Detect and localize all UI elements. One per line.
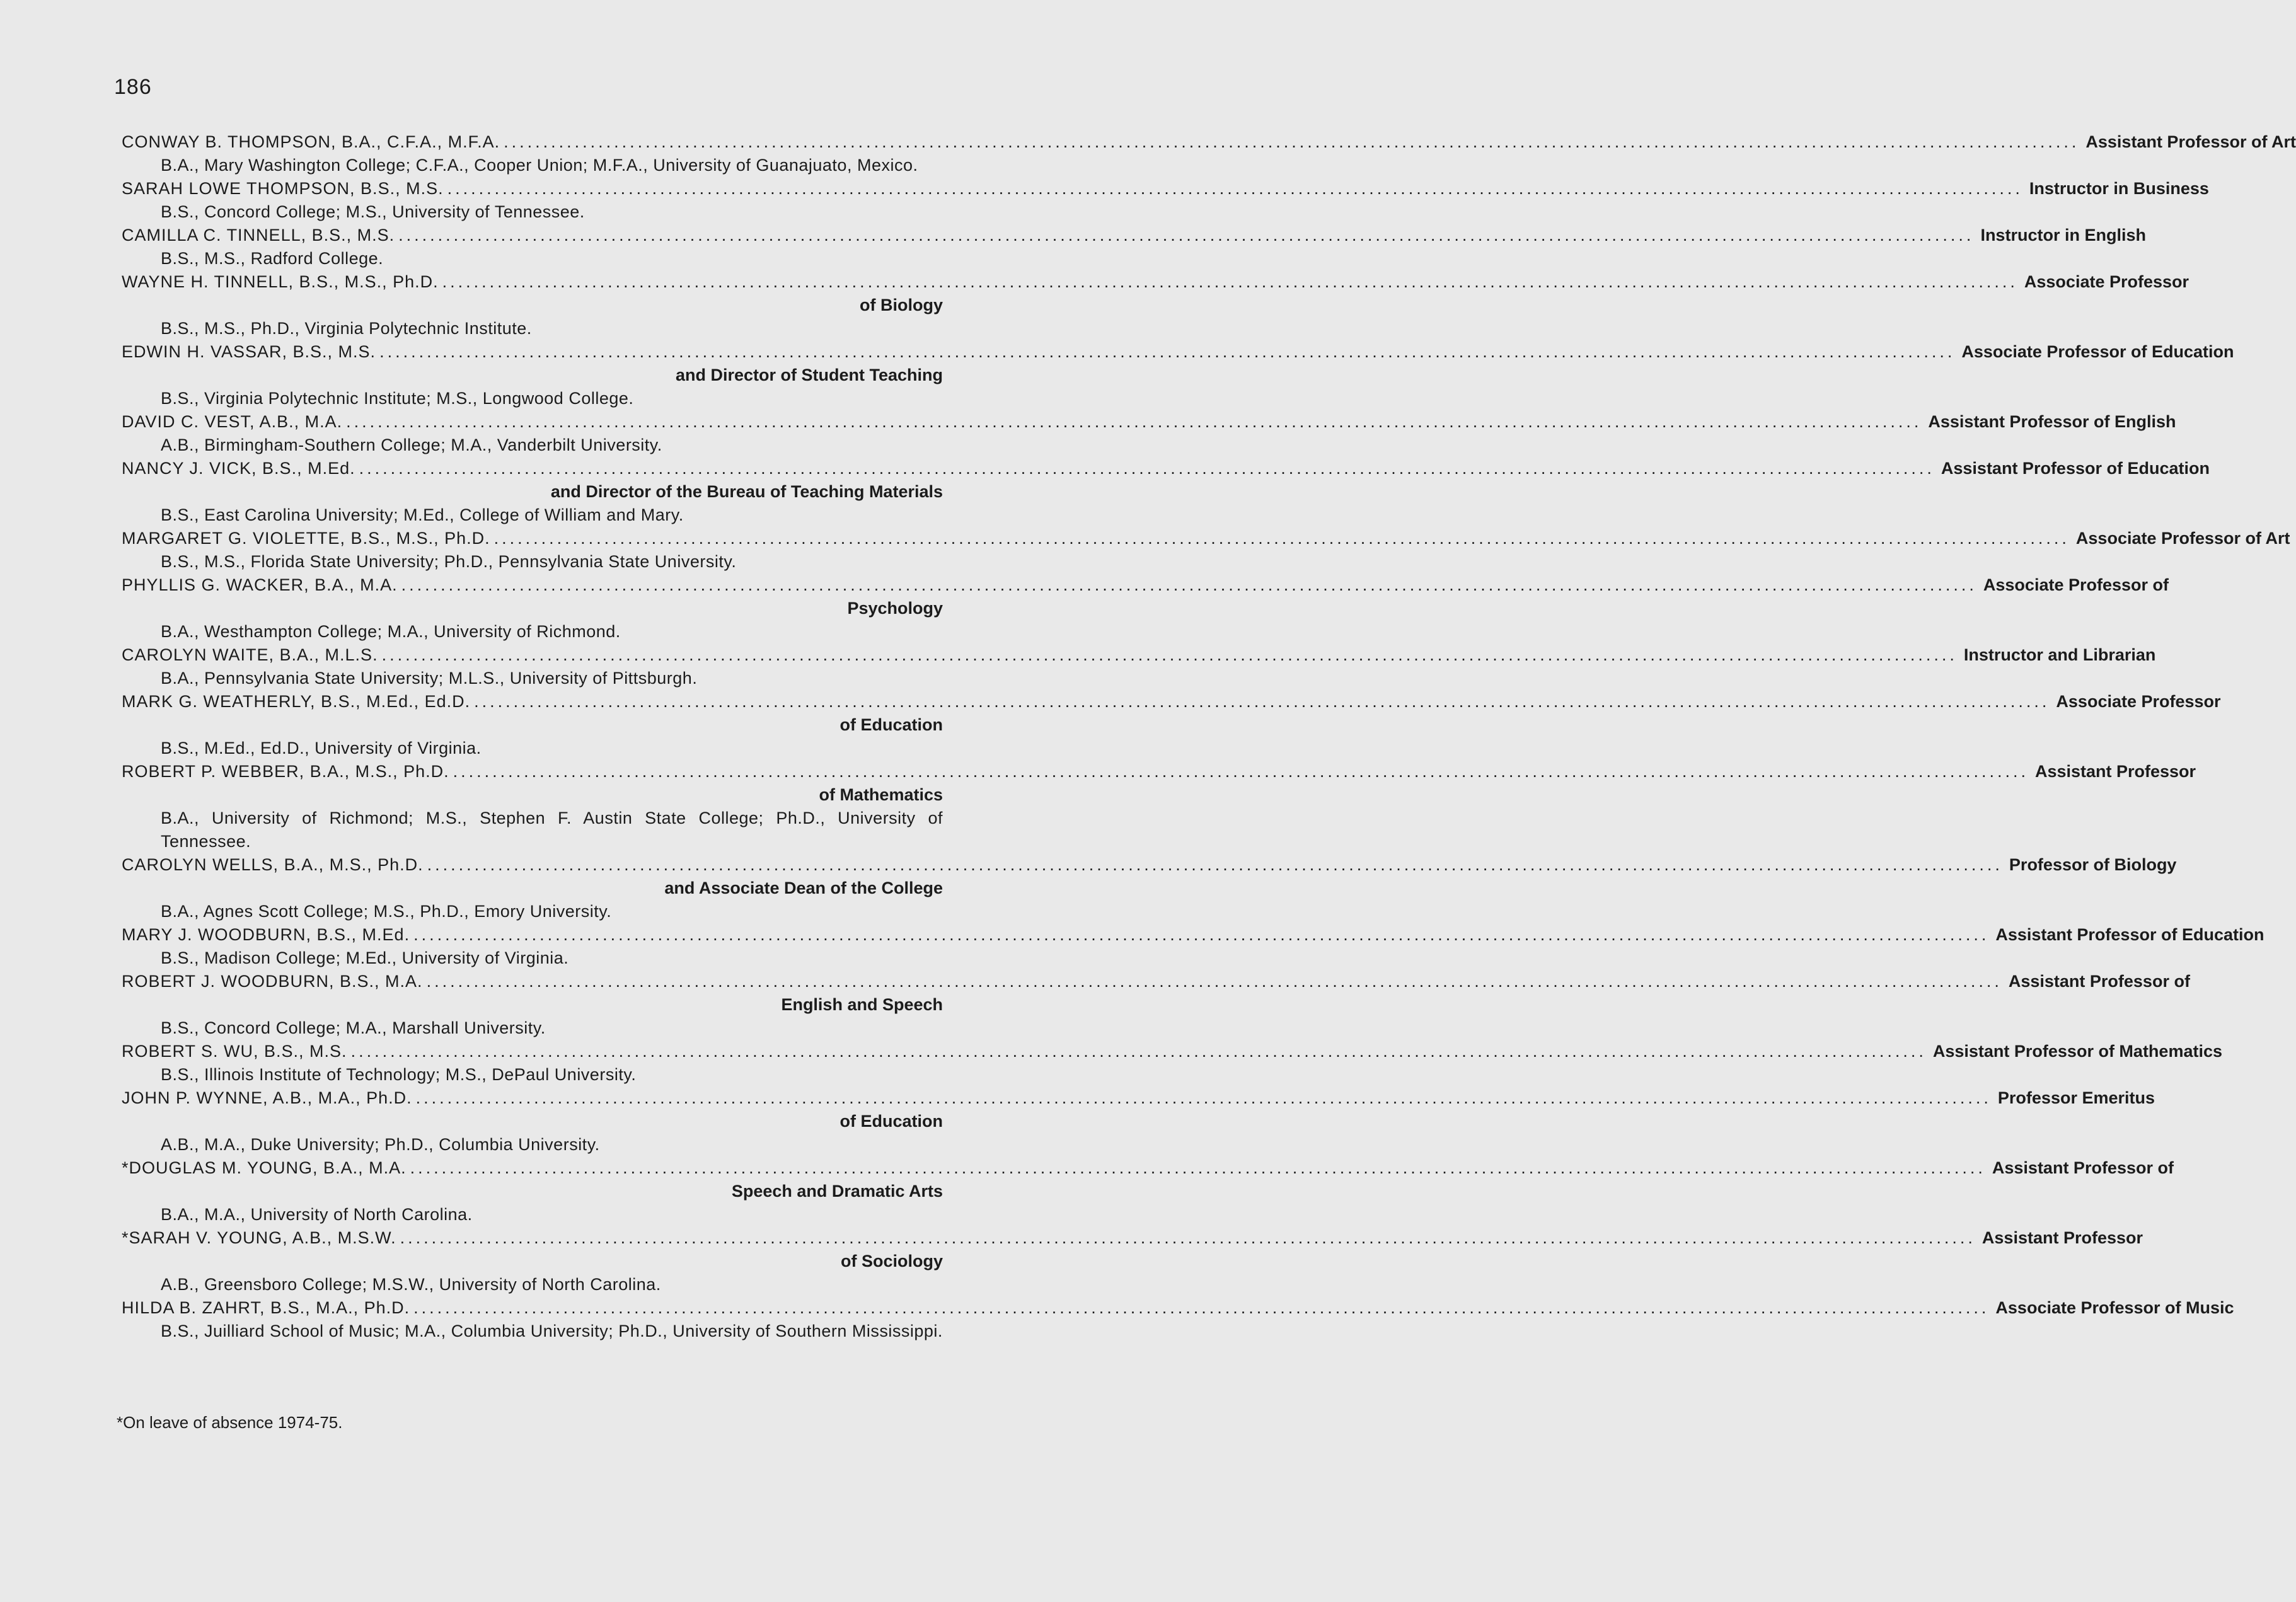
faculty-title-continued: of Sociology bbox=[841, 1252, 943, 1271]
faculty-entry bbox=[122, 224, 2146, 270]
faculty-entry-heading bbox=[122, 573, 2169, 597]
dot-leader: ........................................................................................................................................................................................................ bbox=[413, 925, 1990, 944]
faculty-entry bbox=[122, 177, 2209, 224]
faculty-entry-heading bbox=[122, 970, 2190, 993]
faculty-name: NANCY J. VICK, B.S., M.Ed. bbox=[122, 459, 355, 478]
faculty-degrees: B.S., Juilliard School of Music; M.A., Columbia University; Ph.D., University of Southern Mississippi. bbox=[161, 1322, 943, 1340]
faculty-entry bbox=[122, 270, 2189, 340]
faculty-name: MARK G. WEATHERLY, B.S., M.Ed., Ed.D. bbox=[122, 692, 471, 711]
faculty-degrees: A.B., M.A., Duke University; Ph.D., Columbia University. bbox=[161, 1135, 600, 1154]
faculty-title: Associate Professor of Education bbox=[1961, 342, 2234, 361]
faculty-entry-heading bbox=[122, 1086, 2155, 1110]
faculty-entry bbox=[122, 1086, 2155, 1156]
faculty-entry-heading bbox=[122, 1156, 2174, 1180]
faculty-degrees: B.S., M.S., Ph.D., Virginia Polytechnic Institute. bbox=[161, 319, 532, 338]
faculty-name: MARGARET G. VIOLETTE, B.S., M.S., Ph.D. bbox=[122, 529, 490, 548]
faculty-name: *SARAH V. YOUNG, A.B., M.S.W. bbox=[122, 1228, 396, 1247]
faculty-title: Assistant Professor of Mathematics bbox=[1932, 1042, 2222, 1061]
faculty-entry bbox=[122, 690, 2221, 760]
faculty-entry-heading bbox=[122, 340, 2234, 364]
faculty-entry bbox=[122, 923, 2264, 970]
dot-leader: ........................................................................................................................................................................................................ bbox=[415, 1088, 1992, 1107]
faculty-entry-heading bbox=[122, 1296, 2234, 1320]
faculty-title: Assistant Professor of bbox=[1992, 1158, 2174, 1177]
faculty-name: EDWIN H. VASSAR, B.S., M.S. bbox=[122, 342, 376, 361]
faculty-name: JOHN P. WYNNE, A.B., M.A., Ph.D. bbox=[122, 1088, 412, 1107]
faculty-degrees: B.S., Madison College; M.Ed., University of Virginia. bbox=[161, 948, 569, 967]
faculty-title-continued: of Education bbox=[839, 1112, 943, 1131]
faculty-title-continued: Speech and Dramatic Arts bbox=[731, 1182, 943, 1201]
faculty-title: Associate Professor bbox=[2056, 692, 2221, 711]
faculty-entry bbox=[122, 760, 2196, 853]
faculty-entry-heading bbox=[122, 457, 2210, 480]
faculty-name: ROBERT J. WOODBURN, B.S., M.A. bbox=[122, 972, 423, 991]
faculty-entry-heading bbox=[122, 270, 2189, 294]
dot-leader: ........................................................................................................................................................................................................ bbox=[410, 1158, 1986, 1177]
dot-leader: ........................................................................................................................................................................................................ bbox=[426, 972, 2002, 991]
faculty-name: CONWAY B. THOMPSON, B.A., C.F.A., M.F.A. bbox=[122, 132, 500, 151]
faculty-name: WAYNE H. TINNELL, B.S., M.S., Ph.D. bbox=[122, 272, 439, 291]
dot-leader: ........................................................................................................................................................................................................ bbox=[453, 762, 2029, 781]
faculty-entry bbox=[122, 340, 2234, 410]
faculty-name: DAVID C. VEST, A.B., M.A. bbox=[122, 412, 343, 431]
faculty-name: CAROLYN WELLS, B.A., M.S., Ph.D. bbox=[122, 855, 424, 874]
faculty-title-continued: English and Speech bbox=[781, 995, 943, 1014]
faculty-title: Assistant Professor of Art bbox=[2085, 132, 2296, 151]
faculty-title: Instructor and Librarian bbox=[1963, 645, 2156, 664]
faculty-entry bbox=[122, 1296, 2234, 1343]
faculty-title-continued: and Associate Dean of the College bbox=[664, 879, 943, 897]
page-number: 186 bbox=[114, 75, 152, 99]
dot-leader: ........................................................................................................................................................................................................ bbox=[504, 132, 2080, 151]
faculty-degrees: A.B., Birmingham-Southern College; M.A., Vanderbilt University. bbox=[161, 435, 662, 454]
dot-leader: ........................................................................................................................................................................................................ bbox=[474, 692, 2050, 711]
faculty-degrees: A.B., Greensboro College; M.S.W., University of North Carolina. bbox=[161, 1275, 661, 1294]
faculty-entry-heading bbox=[122, 643, 2156, 667]
faculty-entry bbox=[122, 527, 2290, 573]
faculty-entry-heading bbox=[122, 527, 2290, 550]
faculty-degrees: B.A., M.A., University of North Carolina. bbox=[161, 1205, 473, 1224]
faculty-title: Assistant Professor of bbox=[2008, 972, 2190, 991]
dot-leader: ........................................................................................................................................................................................................ bbox=[493, 529, 2070, 548]
faculty-entry bbox=[122, 1226, 2143, 1296]
faculty-degrees: B.A., University of Richmond; M.S., Stephen F. Austin State College; Ph.D., University of Tennessee. bbox=[161, 809, 943, 851]
faculty-entry-heading bbox=[122, 410, 2176, 434]
faculty-degrees: B.S., Illinois Institute of Technology; M.S., DePaul University. bbox=[161, 1065, 637, 1084]
faculty-entry bbox=[122, 970, 2190, 1040]
dot-leader: ........................................................................................................................................................................................................ bbox=[379, 342, 1956, 361]
faculty-title-continued: of Biology bbox=[860, 296, 943, 314]
dot-leader: ........................................................................................................................................................................................................ bbox=[350, 1042, 1927, 1061]
faculty-name: *DOUGLAS M. YOUNG, B.A., M.A. bbox=[122, 1158, 407, 1177]
faculty-degrees: B.A., Mary Washington College; C.F.A., Cooper Union; M.F.A., University of Guanajuato, Mexico. bbox=[161, 156, 918, 175]
faculty-degrees: B.A., Agnes Scott College; M.S., Ph.D., Emory University. bbox=[161, 902, 612, 921]
faculty-entry-heading bbox=[122, 1040, 2222, 1063]
faculty-entry-heading bbox=[122, 923, 2264, 947]
faculty-title-continued: of Mathematics bbox=[819, 785, 943, 804]
faculty-entry bbox=[122, 853, 2177, 923]
faculty-title: Associate Professor bbox=[2024, 272, 2189, 291]
faculty-degrees: B.S., M.S., Radford College. bbox=[161, 249, 384, 268]
faculty-title-continued: of Education bbox=[839, 715, 943, 734]
faculty-title: Associate Professor of Music bbox=[1995, 1298, 2234, 1317]
faculty-entry-heading bbox=[122, 760, 2196, 783]
dot-leader: ........................................................................................................................................................................................................ bbox=[400, 1228, 1976, 1247]
dot-leader: ........................................................................................................................................................................................................ bbox=[359, 459, 1935, 478]
faculty-title: Assistant Professor of Education bbox=[1941, 459, 2210, 478]
dot-leader: ........................................................................................................................................................................................................ bbox=[413, 1298, 1990, 1317]
faculty-name: ROBERT P. WEBBER, B.A., M.S., Ph.D. bbox=[122, 762, 449, 781]
footnote: *On leave of absence 1974-75. bbox=[117, 1413, 343, 1432]
dot-leader: ........................................................................................................................................................................................................ bbox=[447, 179, 2023, 198]
faculty-title: Professor of Biology bbox=[2009, 855, 2177, 874]
faculty-listing bbox=[122, 130, 2296, 1343]
dot-leader: ........................................................................................................................................................................................................ bbox=[398, 226, 1975, 245]
faculty-degrees: B.A., Westhampton College; M.A., University of Richmond. bbox=[161, 622, 621, 641]
faculty-entry-heading bbox=[122, 130, 2296, 154]
faculty-name: PHYLLIS G. WACKER, B.A., M.A. bbox=[122, 575, 398, 594]
faculty-degrees: B.A., Pennsylvania State University; M.L.S., University of Pittsburgh. bbox=[161, 669, 698, 688]
faculty-title-continued: Psychology bbox=[847, 599, 943, 618]
faculty-degrees: B.S., Concord College; M.S., University of Tennessee. bbox=[161, 202, 585, 221]
faculty-entry bbox=[122, 1040, 2222, 1086]
faculty-title: Instructor in Business bbox=[2029, 179, 2209, 198]
faculty-title: Associate Professor of bbox=[1983, 575, 2169, 594]
dot-leader: ........................................................................................................................................................................................................ bbox=[401, 575, 1977, 594]
faculty-entry bbox=[122, 1156, 2174, 1226]
faculty-entry bbox=[122, 573, 2169, 643]
faculty-title: Assistant Professor of Education bbox=[1995, 925, 2264, 944]
faculty-name: ROBERT S. WU, B.S., M.S. bbox=[122, 1042, 347, 1061]
faculty-degrees: B.S., Virginia Polytechnic Institute; M.S., Longwood College. bbox=[161, 389, 634, 408]
faculty-title: Assistant Professor bbox=[2034, 762, 2196, 781]
dot-leader: ........................................................................................................................................................................................................ bbox=[442, 272, 2018, 291]
faculty-name: CAROLYN WAITE, B.A., M.L.S. bbox=[122, 645, 378, 664]
faculty-entry-heading bbox=[122, 853, 2177, 877]
faculty-entry bbox=[122, 643, 2156, 690]
faculty-name: CAMILLA C. TINNELL, B.S., M.S. bbox=[122, 226, 395, 245]
faculty-title: Instructor in English bbox=[1980, 226, 2146, 245]
dot-leader: ........................................................................................................................................................................................................ bbox=[427, 855, 2003, 874]
dot-leader: ........................................................................................................................................................................................................ bbox=[346, 412, 1922, 431]
faculty-degrees: B.S., M.S., Florida State University; Ph.D., Pennsylvania State University. bbox=[161, 552, 737, 571]
faculty-title: Assistant Professor of English bbox=[1928, 412, 2176, 431]
faculty-entry-heading bbox=[122, 1226, 2143, 1250]
faculty-entry-heading bbox=[122, 224, 2146, 247]
faculty-entry bbox=[122, 410, 2176, 457]
faculty-title-continued: and Director of the Bureau of Teaching Materials bbox=[550, 482, 943, 501]
dot-leader: ........................................................................................................................................................................................................ bbox=[381, 645, 1958, 664]
faculty-name: SARAH LOWE THOMPSON, B.S., M.S. bbox=[122, 179, 444, 198]
faculty-entry-heading bbox=[122, 690, 2221, 713]
faculty-title: Assistant Professor bbox=[1982, 1228, 2143, 1247]
faculty-title-continued: and Director of Student Teaching bbox=[675, 366, 943, 384]
faculty-entry bbox=[122, 457, 2210, 527]
faculty-degrees: B.S., Concord College; M.A., Marshall University. bbox=[161, 1018, 546, 1037]
faculty-title: Professor Emeritus bbox=[1997, 1088, 2155, 1107]
faculty-entry-heading bbox=[122, 177, 2209, 200]
faculty-name: MARY J. WOODBURN, B.S., M.Ed. bbox=[122, 925, 410, 944]
faculty-degrees: B.S., East Carolina University; M.Ed., College of William and Mary. bbox=[161, 505, 684, 524]
faculty-entry bbox=[122, 130, 2296, 177]
faculty-name: HILDA B. ZAHRT, B.S., M.A., Ph.D. bbox=[122, 1298, 410, 1317]
faculty-title: Associate Professor of Art bbox=[2075, 529, 2290, 548]
faculty-degrees: B.S., M.Ed., Ed.D., University of Virginia. bbox=[161, 739, 482, 758]
